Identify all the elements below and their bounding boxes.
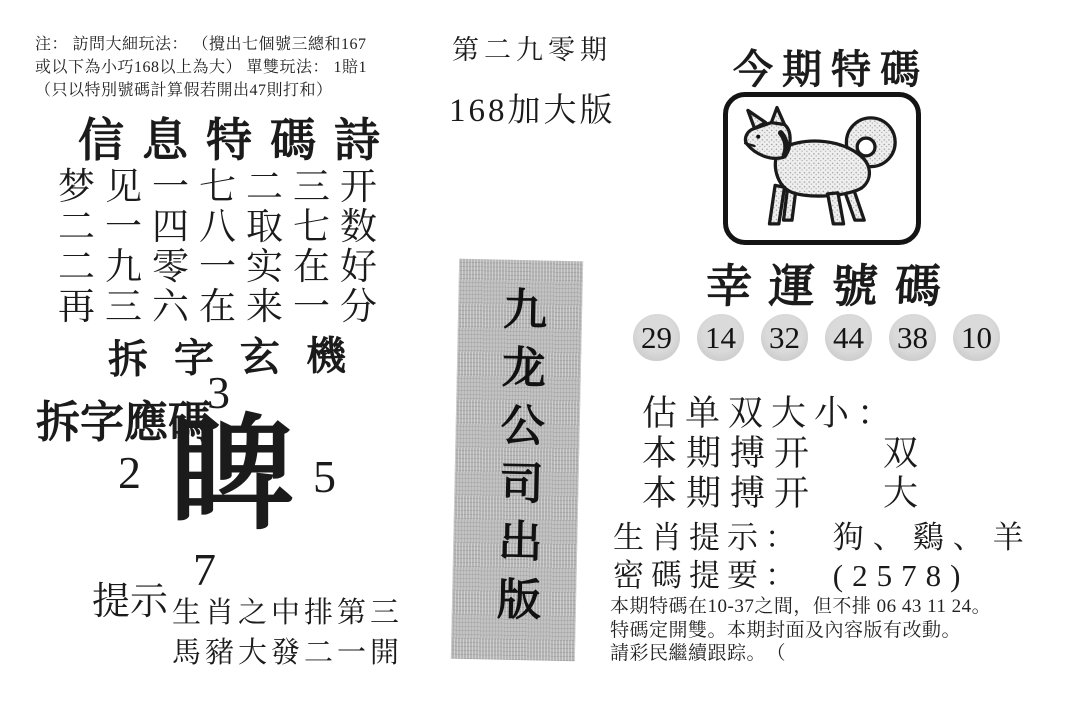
dog-illustration [732,101,912,237]
code-hint-label: 密碼提要： [613,558,803,593]
split-number-right: 5 [313,451,336,502]
poem-title: 信息特碼詩 [78,115,398,166]
publisher-banner [451,259,583,662]
lucky-numbers-title: 幸運號碼 [704,261,960,312]
issue-footnote [610,595,1075,666]
footnote-line: 特碼定開雙。本期封面及內容版有改動。 [610,619,962,641]
rules-note-line: 或以下為小巧168以上為大） 單雙玩法： 1賠1 [35,59,368,77]
split-answer-label: 拆字應碼 [36,398,212,447]
code-hint-row [613,550,969,595]
guess-row-value: 双 [882,434,918,473]
footnote-line: 本期特碼在10-37之間，但不排 06 43 11 24。 [610,596,992,617]
hint-label: 提示 [92,581,169,623]
edition-title: 168加大版 [449,93,616,129]
special-code-poem [58,168,387,328]
zodiac-hint-label: 生肖提示： [613,520,803,555]
footnote-line: 請彩民繼續跟踪。 （ [610,643,787,664]
zodiac-hint-value: 狗、鷄、羊 [832,520,1033,555]
guess-row-value: 大 [882,474,918,513]
hint-line: 馬豬大發二一開 [172,637,404,669]
guess-row-label: 本期搏开 [642,434,819,473]
publisher-banner-text: 九龙公司出版 [489,285,546,635]
issue-number: 第二九零期 [452,35,612,65]
lucky-number-ball: 38 [889,314,936,361]
code-hint-value: (2578) [832,558,970,593]
split-number-top: 3 [207,367,230,418]
zodiac-image-box [723,92,921,245]
split-puzzle-character: 睥 [170,407,295,544]
hint-line: 生肖之中排第三 [172,597,404,629]
special-code-title: 今期特碼 [733,47,929,92]
guess-row-label: 本期搏开 [642,474,819,513]
split-number-left: 2 [118,447,141,498]
lucky-number-ball: 32 [761,314,808,361]
rules-note [35,33,435,103]
lucky-number-ball: 14 [697,314,744,361]
poem-line: 梦见一七二三开 [58,167,387,208]
rules-note-line: 注： 訪問大細玩法： （攪出七個號三總和167 [35,36,367,53]
guess-row [642,466,918,516]
odd-even-guess-title: 估单双大小： [642,394,901,433]
hint-lines [172,593,403,673]
poem-line: 再三六在来一分 [58,287,387,328]
rules-note-line: （只以特別號碼計算假若開出47則打和） [35,82,333,100]
lucky-numbers-row [633,314,1000,361]
split-puzzle-title: 拆字玄機 [107,332,373,383]
split-number-bottom: 7 [193,544,216,595]
lucky-number-ball: 44 [825,314,872,361]
poem-line: 二一四八取七数 [58,207,387,248]
lucky-number-ball: 29 [633,314,680,361]
poem-line: 二九零一实在好 [58,247,387,288]
lucky-number-ball: 10 [953,314,1000,361]
